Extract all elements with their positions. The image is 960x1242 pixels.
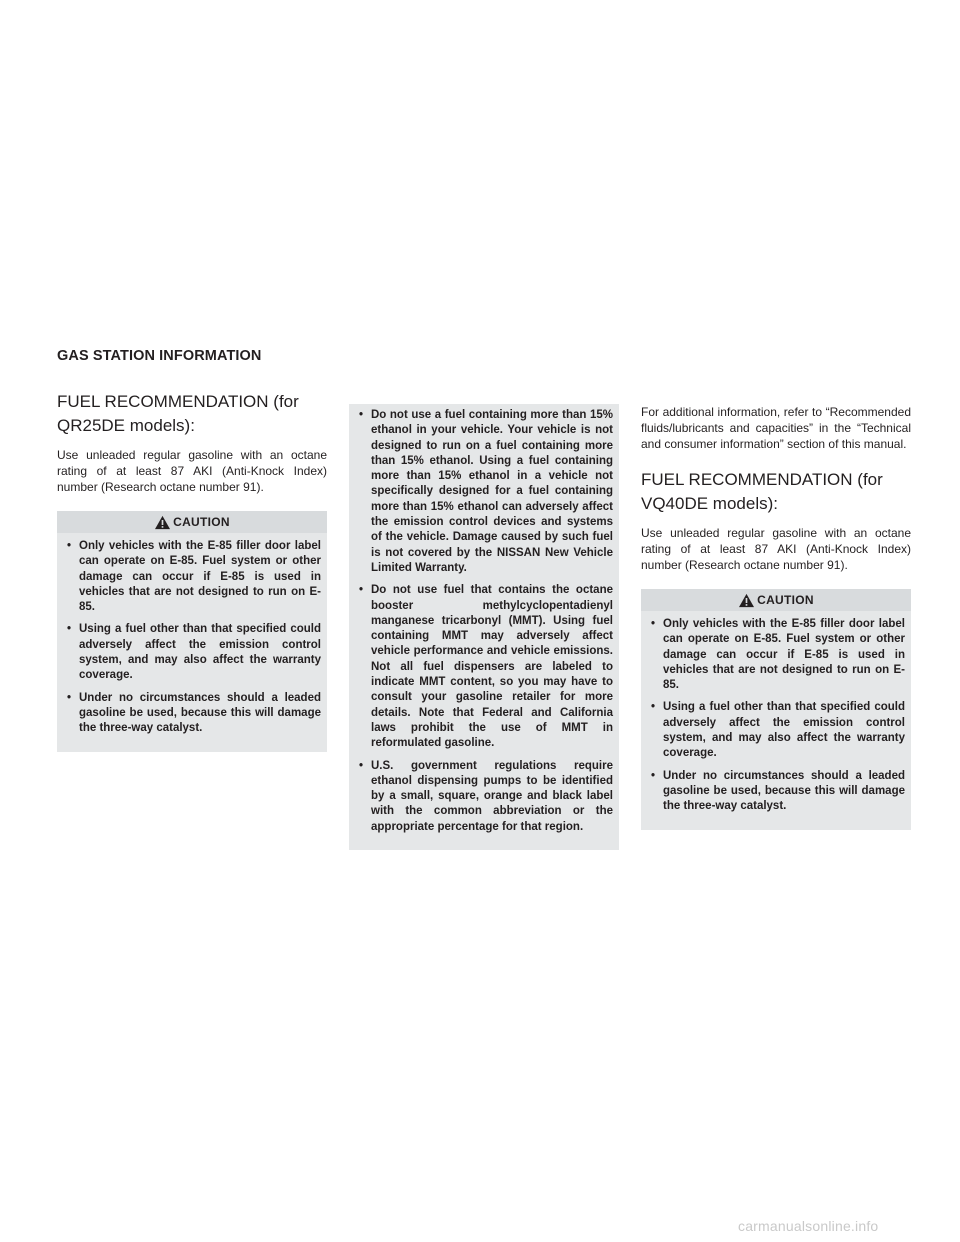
caution-item: • Under no circumstances should a leaded gasoline be used, because this will damage the three-way catalyst. — [647, 769, 905, 815]
column-2 — [349, 404, 619, 850]
fuel-recommendation-text: Use unleaded regular gasoline with an octane rating of at least 87 AKI (Anti-Knock Index) number (Research octane number 91). — [641, 526, 911, 572]
caution-item: • Do not use a fuel containing more than 15% ethanol in your vehicle. Your vehicle is not designed to run on a fuel containing more than 15% ethanol. Using a fuel containing more than 15% ethanol in a vehicle not specifically designed for a fuel containing more than 15% ethanol can adversely affect the emission control devices and systems of the vehicle. Damage caused by such fuel is not covered by the NISSAN New Vehicle Limited Warranty. — [355, 408, 613, 576]
watermark: carmanualsonline.info — [738, 1218, 879, 1234]
caution-item: • U.S. government regulations require ethanol dispensing pumps to be identified by a small, square, orange and black label with the common abbreviation or the appropriate percentage for that region. — [355, 759, 613, 835]
column-1 — [57, 390, 327, 752]
caution-header — [57, 511, 327, 533]
caution-box — [57, 511, 327, 752]
heading-qr25de: FUEL RECOMMENDATION (for QR25DE models): — [57, 392, 299, 435]
caution-list — [349, 404, 619, 835]
warning-triangle-icon — [154, 515, 171, 530]
caution-title: CAUTION — [757, 593, 814, 607]
warning-triangle-icon — [738, 593, 755, 608]
caution-box — [641, 589, 911, 830]
fuel-recommendation-text: Use unleaded regular gasoline with an octane rating of at least 87 AKI (Anti-Knock Index) number (Research octane number 91). — [57, 448, 327, 494]
caution-item: • Using a fuel other than that specified could adversely affect the emission control system, and may also affect the warranty coverage. — [63, 622, 321, 683]
caution-box-continued — [349, 404, 619, 850]
section-title: GAS STATION INFORMATION — [57, 348, 262, 364]
caution-item: • Do not use fuel that contains the octane booster methylcyclopentadienyl manganese tricarbonyl (MMT). Using fuel containing MMT may adversely affect vehicle performance and vehicle emissions. Not all fuel dispensers are labeled to indicate MMT content, so you may have to consult your gasoline retailer for more details. Note that Federal and California laws prohibit the use of MMT in reformulated gasoline. — [355, 583, 613, 751]
caution-item: • Under no circumstances should a leaded gasoline be used, because this will damage the three-way catalyst. — [63, 691, 321, 737]
column-3 — [641, 404, 911, 830]
additional-info-text: For additional information, refer to “Recommended fluids/lubricants and capacities” in the “Technical and consumer information” section of this manual. — [641, 405, 911, 451]
caution-header — [641, 589, 911, 611]
caution-item: • Only vehicles with the E-85 filler door label can operate on E-85. Fuel system or other damage can occur if E-85 is used in vehicles that are not designed to run on E-85. — [647, 617, 905, 693]
caution-item: • Only vehicles with the E-85 filler door label can operate on E-85. Fuel system or other damage can occur if E-85 is used in vehicles that are not designed to run on E-85. — [63, 539, 321, 615]
caution-item: • Using a fuel other than that specified could adversely affect the emission control system, and may also affect the warranty coverage. — [647, 700, 905, 761]
caution-list — [57, 533, 327, 737]
caution-title: CAUTION — [173, 515, 230, 529]
heading-vq40de: FUEL RECOMMENDATION (for VQ40DE models): — [641, 470, 883, 513]
caution-list — [641, 611, 911, 815]
